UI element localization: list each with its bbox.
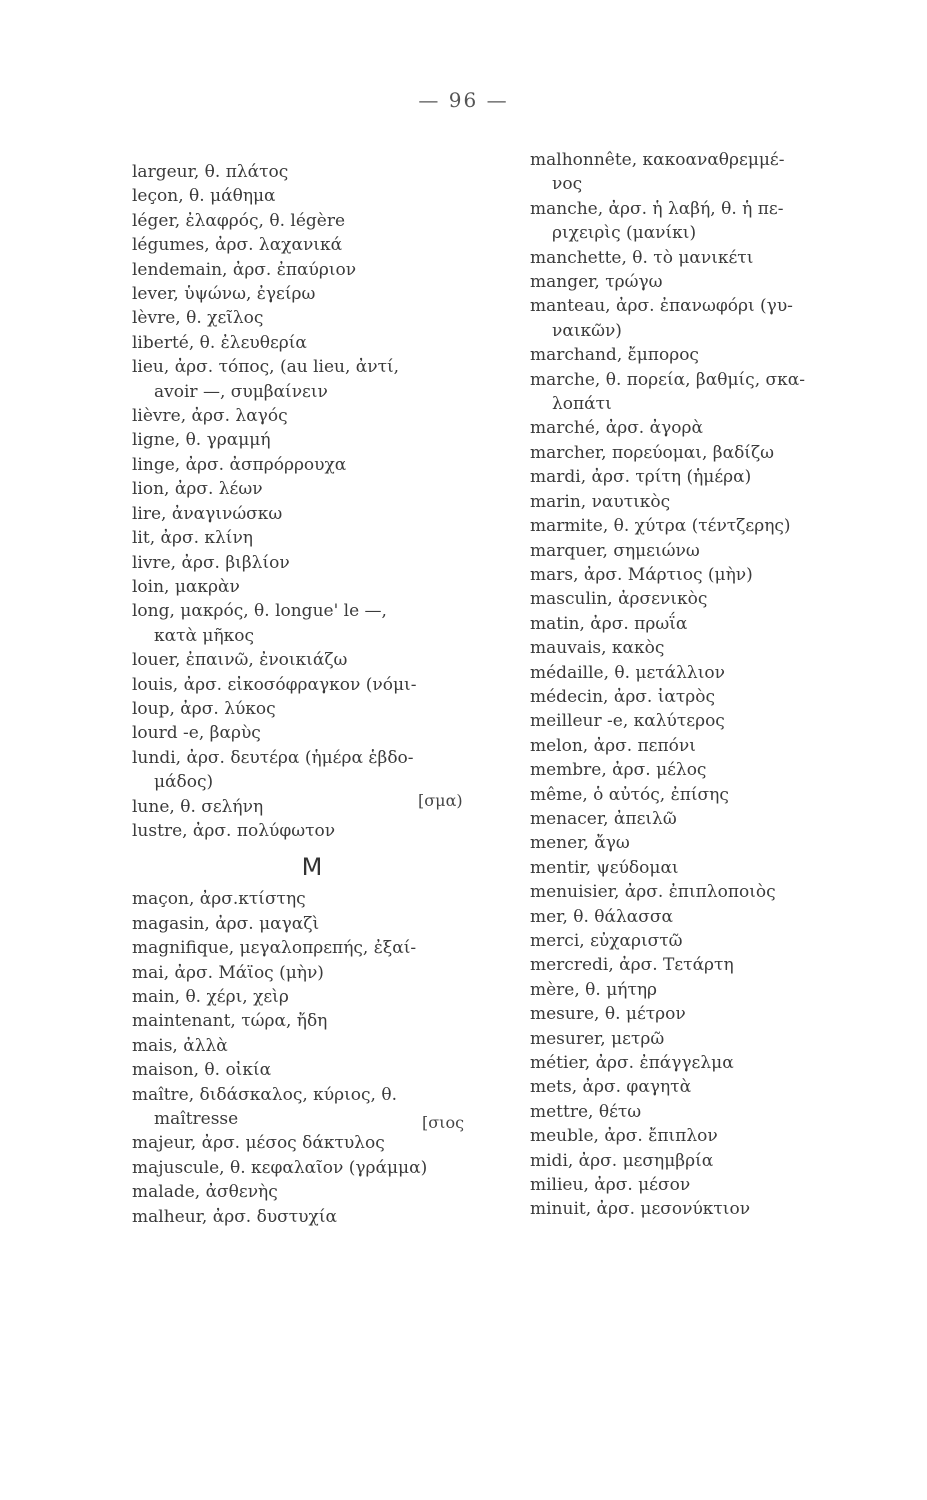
dictionary-entry (530, 246, 900, 270)
dictionary-entry (530, 685, 900, 709)
entry-text: melon, ἀρσ. πεπόνι (530, 735, 696, 756)
dictionary-entry (132, 282, 502, 306)
dictionary-entry (132, 428, 502, 452)
entry-text: magnifique, μεγαλοπρεπής, ἐξαί- (132, 938, 417, 959)
dictionary-entry (530, 1149, 900, 1173)
dictionary-entry (530, 758, 900, 782)
entry-text: long, μακρός, θ. longue' le —, (132, 601, 387, 622)
entry-text: maison, θ. οἰκία (132, 1060, 272, 1081)
entry-text: malheur, ἀρσ. δυστυχία (132, 1206, 337, 1227)
dictionary-entry (530, 856, 900, 880)
dictionary-entry (530, 514, 900, 538)
entry-continuation: maîtresse (154, 1109, 239, 1130)
entry-text: midi, ἀρσ. μεσημβρία (530, 1150, 714, 1171)
dictionary-entry (530, 441, 900, 465)
entry-text: merci, εὐχαριστῶ (530, 931, 683, 951)
entry-text: même, ὁ αὐτός, ἐπίσης (530, 784, 729, 805)
dictionary-entry (530, 978, 900, 1002)
dictionary-entry (530, 1197, 900, 1221)
dictionary-entry (530, 953, 900, 977)
dictionary-entry (530, 197, 900, 246)
entry-text: marche, θ. πορεία, βαθμίς, σκα- (530, 369, 805, 390)
entry-text: lion, ἀρσ. λέων (132, 479, 263, 500)
entry-text: louis, ἀρσ. εἰκοσόφραγκον (νόμι- (132, 674, 417, 695)
entry-text: matin, ἀρσ. πρωΐα (530, 613, 688, 634)
dictionary-entry (530, 807, 900, 831)
dictionary-entry (530, 1124, 900, 1148)
dictionary-entry (132, 673, 502, 697)
entries-m-list (132, 887, 502, 1229)
entry-text: lendemain, ἀρσ. ἐπαύριον (132, 259, 357, 280)
dictionary-entry (530, 831, 900, 855)
entry-text: main, θ. χέρι, χεὶρ (132, 987, 289, 1007)
dictionary-entry (132, 1180, 502, 1204)
entry-text: livre, ἀρσ. βιβλίον (132, 552, 290, 573)
entry-text: ligne, θ. γραμμή (132, 430, 271, 451)
dictionary-entry (530, 416, 900, 440)
entry-continuation: avoir —, συμβαίνειν (154, 381, 328, 402)
dictionary-entry (530, 783, 900, 807)
entry-text: mercredi, ἀρσ. Τετάρτη (530, 955, 734, 976)
entry-text: marin, ναυτικὸς (530, 491, 671, 512)
dictionary-entry (132, 819, 502, 843)
dictionary-entry (132, 526, 502, 550)
entry-text: manche, ἀρσ. ἡ λαβή, θ. ἡ πε- (530, 198, 784, 219)
margin-note-louis: [σμα) (418, 791, 463, 810)
entry-text: menuisier, ἀρσ. ἐπιπλοποιὸς (530, 882, 776, 903)
dictionary-entry (132, 551, 502, 575)
dictionary-entry (530, 1051, 900, 1075)
dictionary-entry (530, 709, 900, 733)
dictionary-entry (530, 612, 900, 636)
entry-text: lever, ὑψώνω, ἐγείρω (132, 284, 316, 305)
entry-text: largeur, θ. πλάτος (132, 162, 289, 182)
dictionary-entry (132, 1156, 502, 1180)
entry-text: mettre, θέτω (530, 1101, 642, 1122)
left-column (132, 160, 502, 1229)
dictionary-entry (132, 258, 502, 282)
dictionary-entry (132, 355, 502, 404)
entry-text: maçon, ἀρσ.κτίστης (132, 889, 306, 910)
entry-text: lire, ἀναγινώσκω (132, 503, 283, 524)
dictionary-entry (132, 404, 502, 428)
entry-text: mardi, ἀρσ. τρίτη (ἡμέρα) (530, 467, 752, 488)
entry-text: majeur, ἀρσ. μέσος δάκτυλος (132, 1133, 385, 1154)
entry-text: marché, ἀρσ. ἀγορὰ (530, 418, 703, 439)
entry-text: leçon, θ. μάθημα (132, 186, 276, 207)
dictionary-entry (132, 912, 502, 936)
dictionary-entry (530, 1075, 900, 1099)
entry-text: manteau, ἀρσ. ἐπανωφόρι (γυ- (530, 296, 793, 317)
entry-text: malhonnête, κακοαναθρεμμέ- (530, 150, 785, 170)
dictionary-entry (530, 539, 900, 563)
entry-text: mets, ἀρσ. φαγητὰ (530, 1077, 692, 1098)
dictionary-entry (132, 575, 502, 599)
dictionary-entry (132, 331, 502, 355)
entry-text: meuble, ἀρσ. ἔπιπλον (530, 1126, 718, 1147)
dictionary-entry (132, 648, 502, 672)
entry-text: mesurer, μετρῶ (530, 1028, 665, 1049)
entry-text: mentir, ψεύδομαι (530, 857, 679, 878)
entry-text: mer, θ. θάλασσα (530, 906, 673, 927)
entry-text: menacer, ἀπειλῶ (530, 808, 677, 829)
entry-text: linge, ἀρσ. ἀσπρόρρουχα (132, 454, 347, 475)
entry-continuation: κατὰ μῆκος (154, 625, 255, 646)
entry-text: liberté, θ. ἐλευθερία (132, 332, 307, 353)
entry-text: membre, ἀρσ. μέλος (530, 760, 707, 781)
entry-text: lièvre, ἀρσ. λαγός (132, 406, 288, 427)
entry-text: lieu, ἀρσ. τόπος, (au lieu, ἀντί, (132, 357, 400, 378)
dictionary-entry (132, 209, 502, 233)
dictionary-entry (530, 270, 900, 294)
entry-text: marmite, θ. χύτρα (τέντζερης) (530, 516, 791, 537)
dictionary-entry (132, 1205, 502, 1229)
dictionary-entry (530, 1027, 900, 1051)
entry-text: mai, ἀρσ. Μάϊος (μὴν) (132, 962, 324, 983)
entry-text: loup, ἀρσ. λύκος (132, 698, 276, 719)
entries-l-list (132, 160, 502, 843)
entry-continuation: ριχειρὶς (μανίκι) (552, 223, 697, 244)
section-letter-m: M (301, 853, 323, 882)
dictionary-entry (132, 936, 502, 960)
margin-note-magnifique: [σιος (422, 1113, 465, 1132)
entry-text: médecin, ἀρσ. ἰατρὸς (530, 686, 716, 707)
dictionary-entry (530, 490, 900, 514)
entry-text: lundi, ἀρσ. δευτέρα (ἡμέρα ἑβδο- (132, 747, 414, 768)
entry-text: lune, θ. σελήνη (132, 796, 264, 817)
dictionary-entry (132, 1009, 502, 1033)
entry-text: mère, θ. μήτηρ (530, 979, 658, 1000)
page-number: — 96 — (418, 88, 509, 112)
dictionary-entry (132, 697, 502, 721)
entry-text: marchand, ἔμπορος (530, 345, 699, 366)
dictionary-entry (530, 1002, 900, 1026)
dictionary-entry (530, 563, 900, 587)
entry-text: mesure, θ. μέτρον (530, 1004, 686, 1025)
entry-text: marquer, σημειώνω (530, 540, 700, 561)
entry-continuation: μάδος) (154, 772, 214, 793)
dictionary-entry (132, 184, 502, 208)
dictionary-entry (530, 148, 900, 197)
dictionary-entry (132, 887, 502, 911)
entry-continuation: νος (552, 174, 583, 195)
entry-text: légumes, ἀρσ. λαχανικά (132, 235, 343, 256)
entry-text: manger, τρώγω (530, 272, 663, 293)
entry-text: maître, διδάσκαλος, κύριος, θ. (132, 1084, 398, 1105)
dictionary-entry (132, 985, 502, 1009)
dictionary-entry (132, 1131, 502, 1155)
entry-text: magasin, ἀρσ. μαγαζὶ (132, 913, 320, 934)
entry-text: mener, ἄγω (530, 833, 630, 854)
dictionary-entry (132, 1058, 502, 1082)
entry-text: lèvre, θ. χεῖλος (132, 308, 264, 329)
dictionary-entry (132, 746, 502, 795)
dictionary-entry (132, 306, 502, 330)
dictionary-entry (132, 233, 502, 257)
dictionary-entry (132, 453, 502, 477)
dictionary-entry (132, 502, 502, 526)
dictionary-entry (132, 477, 502, 501)
entry-text: malade, ἀσθενὴς (132, 1182, 278, 1203)
entry-continuation: ναικῶν) (552, 320, 622, 341)
dictionary-entry (530, 905, 900, 929)
entry-text: masculin, ἀρσενικὸς (530, 589, 708, 610)
entry-continuation: λοπάτι (552, 394, 612, 415)
dictionary-entry (132, 721, 502, 745)
entry-text: lit, ἀρσ. κλίνη (132, 528, 253, 549)
dictionary-entry (530, 929, 900, 953)
dictionary-entry (530, 636, 900, 660)
dictionary-entry (530, 587, 900, 611)
entry-text: médaille, θ. μετάλλιον (530, 662, 725, 683)
entry-text: milieu, ἀρσ. μέσον (530, 1175, 691, 1196)
dictionary-entry (530, 1100, 900, 1124)
entry-text: manchette, θ. τὸ μανικέτι (530, 247, 754, 268)
entry-text: loin, μακρὰν (132, 576, 240, 597)
entry-text: mars, ἀρσ. Μάρτιος (μὴν) (530, 564, 753, 585)
dictionary-entry (132, 599, 502, 648)
entry-text: minuit, ἀρσ. μεσονύκτιον (530, 1199, 751, 1220)
dictionary-entry (530, 294, 900, 343)
entry-text: lourd -e, βαρὺς (132, 723, 261, 744)
entry-text: mais, ἀλλὰ (132, 1035, 228, 1056)
dictionary-entry (530, 1173, 900, 1197)
entry-text: mauvais, κακὸς (530, 638, 665, 659)
entries-right-list (530, 148, 900, 1222)
dictionary-entry (530, 880, 900, 904)
dictionary-entry (530, 368, 900, 417)
entry-text: métier, ἀρσ. ἐπάγγελμα (530, 1053, 734, 1074)
dictionary-entry (530, 465, 900, 489)
entry-text: léger, ἐλαφρός, θ. légère (132, 210, 346, 231)
dictionary-entry (530, 343, 900, 367)
right-column (530, 148, 900, 1222)
entry-text: marcher, πορεύομαι, βαδίζω (530, 442, 775, 463)
dictionary-entry (132, 160, 502, 184)
dictionary-entry (530, 661, 900, 685)
entry-text: lustre, ἀρσ. πολύφωτον (132, 820, 336, 841)
dictionary-entry (132, 1034, 502, 1058)
dictionary-entry (530, 734, 900, 758)
dictionary-entry (132, 961, 502, 985)
entry-text: maintenant, τώρα, ἤδη (132, 1011, 328, 1032)
entry-text: majuscule, θ. κεφαλαῖον (γράμμα) (132, 1157, 428, 1178)
entry-text: meilleur -e, καλύτερος (530, 711, 725, 732)
entry-text: louer, ἐπαινῶ, ἐνοικιάζω (132, 650, 348, 671)
